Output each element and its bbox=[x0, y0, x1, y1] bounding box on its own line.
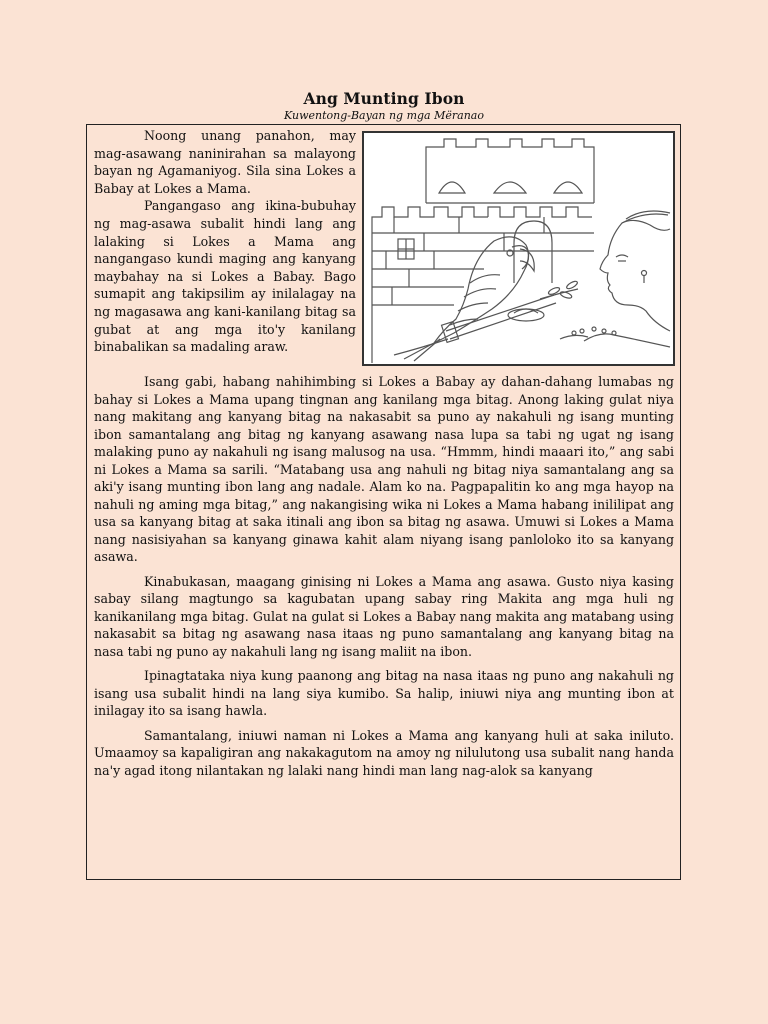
story-paragraph: Kinabukasan, maagang ginising ni Lokes a Mama ang asawa. Gusto niya kasing sabay silang magtungo sa kagubatan upang sabay ring Makita ang mga huli ng kanikanilang mga bitag. Gulat na gulat si Lokes a Babay nang makita ang matabang using nakasabit sa bitag ng asawang nasa itaas ng puno samantalang ang kanyang bitag na nasa tabi ng puno ay nakahuli lang ng isang maliit na ibon. bbox=[94, 573, 674, 659]
intro-column bbox=[94, 127, 356, 356]
document-subtitle: Kuwentong-Bayan ng mga Mëranao bbox=[284, 109, 484, 122]
story-paragraph: Isang gabi, habang nahihimbing si Lokes a Babay ay dahan-dahang lumabas ng bahay si Lokes a Mama upang tingnan ang kanilang mga bitag. Anong laking gulat niya nang makitang ang kanyang bitag na nakasabit sa puno ay nakahuli ng isang munting ibon samantalang ang bitag ng kanyang asawang nasa lupa sa tabi ng ugat ng isang malaking puno ay nakahuli ng isang malusog na usa. “Hmmm, hindi maaari ito,” ang sabi ni Lokes a Mama sa sarili. “Matabang usa ang nahuli ng bitag niya samantalang ang sa aki'y isang munting ibon lang ang nadale. Alam ko na. Pagpapalitin ko ang mga hayop na nahuli ng aming mga bitag,” ang nakangising wika ni Lokes a Mama habang inililipat ang usa sa kanyang bitag at saka itinali ang ibon sa bitag ng asawa. Umuwi si Lokes a Mama nang nasisiyahan sa kanyang ginawa kahit alam niyang isang panloloko ito sa kanyang asawa. bbox=[94, 374, 674, 564]
intro-paragraph: Noong unang panahon, may mag-asawang naninirahan sa malayong bayan ng Agamaniyog. Sila sina Lokes a Babay at Lokes a Mama. bbox=[94, 128, 356, 196]
story-paragraph: Samantalang, iniuwi naman ni Lokes a Mama ang kanyang huli at saka iniluto. Umaamoy sa kapaligiran ang nakakagutom na amoy ng nilulutong usa subalit nang handa na'y agad itong nilantakan ng lalaki nang hindi man lang nag-alok sa kanyang bbox=[94, 727, 674, 778]
story-box bbox=[86, 124, 681, 880]
parrot-castle-sketch bbox=[364, 133, 673, 364]
intro-paragraph: Pangangaso ang ikina-bubuhay ng mag-asawa subalit hindi lang ang lalaking si Lokes a Mama ang nangangaso kundi maging ang kanyang maybahay na si Lokes a Babay. Bago sumapit ang takipsilim ay inilalagay na ng magasawa ang kani-kanilang bitag sa gubat at ang mga ito'y kanilang binabalikan sa madaling araw. bbox=[94, 198, 356, 355]
document-title: Ang Munting Ibon bbox=[303, 89, 465, 108]
story-body bbox=[94, 373, 674, 786]
story-illustration bbox=[362, 131, 675, 366]
story-paragraph: Ipinagtataka niya kung paanong ang bitag na nasa itaas ng puno ang nakahuli ng isang usa subalit hindi na lang siya kumibo. Sa halip, iniuwi niya ang munting ibon at inilagay ito sa isang hawla. bbox=[94, 668, 674, 718]
